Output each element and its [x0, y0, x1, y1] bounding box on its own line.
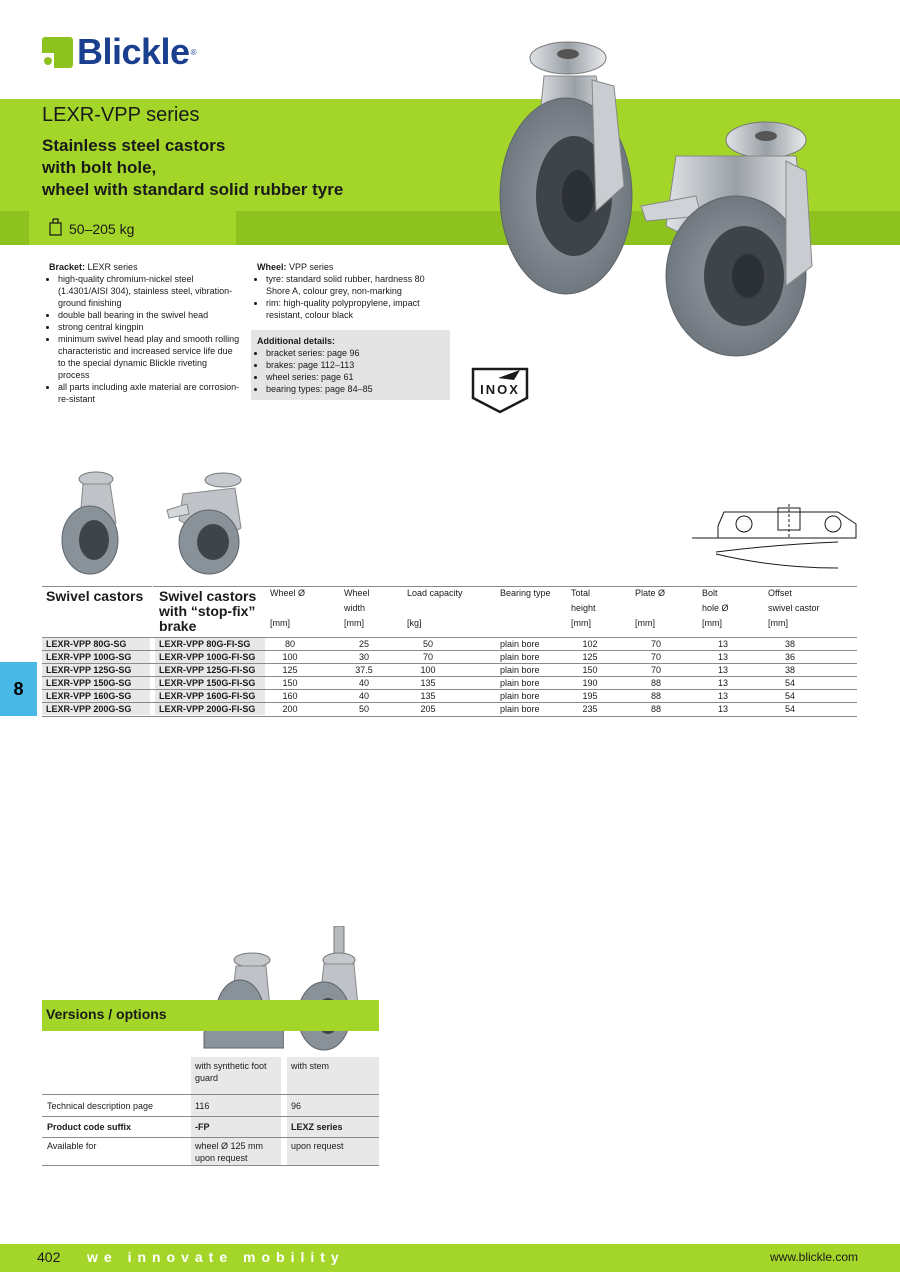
versions-row-value: 96 — [291, 1101, 302, 1111]
table-cell: 36 — [784, 652, 795, 662]
version-stem-label: with stem — [291, 1061, 330, 1071]
swivel-code: LEXR-VPP 150G-SG — [42, 677, 150, 689]
table-cell: 37.5 — [355, 665, 373, 675]
table-cell: 38 — [784, 665, 795, 675]
table-cell: 80 — [284, 639, 295, 649]
col-swivel-castors: Swivel castors — [46, 588, 144, 604]
versions-row-value: 116 — [195, 1101, 210, 1111]
table-cell: 54 — [784, 691, 795, 701]
brake-code: LEXR-VPP 80G-FI-SG — [155, 638, 265, 650]
table-cell: 190 — [582, 678, 598, 688]
brake-castor-thumbnail — [165, 470, 249, 576]
table-cell: 54 — [784, 704, 795, 714]
bracket-description: Bracket: LEXR series • high-quality chromium-nickel steel (1.4301/AISI 304), stainless steel, vibration-ground finishing • double ball bearing in the swivel head • strong central kingpin • minimum swivel head play and smooth rolling characteristic and increased service life due to the special dynamic Blickle riveting process • all parts including axle material are corrosion-re-sistant — [49, 261, 241, 405]
table-cell: 88 — [650, 678, 661, 688]
table-row — [42, 663, 857, 677]
chapter-tab: 8 — [0, 662, 37, 716]
logo-mark-icon — [42, 37, 73, 68]
table-cell: 38 — [784, 639, 795, 649]
table-cell: 125 — [582, 652, 598, 662]
inox-badge — [470, 366, 530, 414]
versions-row-value: wheel Ø 125 mm upon request — [195, 1141, 264, 1163]
slogan: we innovate mobility — [87, 1249, 345, 1265]
versions-row-label: Product code suffix — [47, 1122, 132, 1132]
versions-row-value: upon request — [291, 1141, 344, 1151]
table-cell: 150 — [282, 678, 298, 688]
version-foot-guard-label: with synthetic foot guard — [195, 1061, 267, 1083]
table-row — [42, 676, 857, 690]
col-bolt-hole: Bolt hole Ø [mm] — [702, 588, 729, 628]
table-cell: 100 — [282, 652, 298, 662]
table-cell: 25 — [358, 639, 369, 649]
hero-castor-images — [496, 36, 900, 361]
table-cell: plain bore — [500, 639, 540, 649]
versions-row-value: LEXZ series — [291, 1122, 343, 1132]
versions-row-label: Technical description page — [47, 1101, 154, 1111]
table-cell: 40 — [358, 678, 369, 688]
table-row — [42, 689, 857, 703]
table-cell: 70 — [422, 652, 433, 662]
series-title: LEXR-VPP series — [42, 104, 200, 126]
table-cell: 102 — [582, 639, 598, 649]
table-cell: 70 — [650, 639, 661, 649]
versions-row-value: -FP — [195, 1122, 210, 1132]
brake-code: LEXR-VPP 150G-FI-SG — [155, 677, 265, 689]
table-cell: 13 — [717, 704, 728, 714]
table-cell: plain bore — [500, 678, 540, 688]
brake-code: LEXR-VPP 160G-FI-SG — [155, 690, 265, 702]
table-cell: 135 — [420, 691, 436, 701]
page-number: 402 — [37, 1249, 61, 1265]
table-cell: 13 — [717, 665, 728, 675]
table-cell: 88 — [650, 704, 661, 714]
swivel-castor-thumbnail — [58, 468, 130, 576]
brake-code: LEXR-VPP 200G-FI-SG — [155, 703, 265, 715]
table-cell: 100 — [420, 665, 436, 675]
swivel-code: LEXR-VPP 80G-SG — [42, 638, 150, 650]
inox-label: INOX — [480, 382, 520, 397]
col-bearing-type: Bearing type — [500, 588, 551, 598]
technical-drawing — [688, 504, 860, 570]
brand-name: Blickle — [77, 31, 190, 72]
table-cell: 135 — [420, 678, 436, 688]
table-cell: 125 — [282, 665, 298, 675]
versions-row-label: Available for — [47, 1141, 97, 1151]
table-cell: plain bore — [500, 691, 540, 701]
table-cell: 205 — [420, 704, 436, 714]
table-cell: 13 — [717, 652, 728, 662]
table-cell: 13 — [717, 678, 728, 688]
page-subtitle: Stainless steel castors with bolt hole, wheel with standard solid rubber tyre — [42, 136, 344, 199]
brake-code: LEXR-VPP 100G-FI-SG — [155, 651, 265, 663]
table-cell: 50 — [358, 704, 369, 714]
table-cell: 235 — [582, 704, 598, 714]
stem-castor-image — [294, 926, 364, 1054]
col-plate-diameter: Plate Ø [mm] — [635, 588, 666, 628]
table-cell: 54 — [784, 678, 795, 688]
table-cell: plain bore — [500, 652, 540, 662]
table-cell: plain bore — [500, 665, 540, 675]
col-brake-castors: Swivel castors with “stop-fix” brake — [159, 588, 257, 634]
col-load-capacity: Load capacity [kg] — [407, 588, 463, 628]
table-cell: plain bore — [500, 704, 540, 714]
col-offset: Offset swivel castor [mm] — [768, 588, 820, 628]
registered-mark: ® — [190, 47, 197, 57]
table-cell: 50 — [422, 639, 433, 649]
load-range — [48, 218, 134, 239]
brake-code: LEXR-VPP 125G-FI-SG — [155, 664, 265, 676]
swivel-code: LEXR-VPP 200G-SG — [42, 703, 150, 715]
table-cell: 70 — [650, 665, 661, 675]
table-cell: 30 — [358, 652, 369, 662]
swivel-castor-image — [500, 42, 632, 294]
versions-title: Versions / options — [46, 1006, 167, 1022]
brake-castor-image — [641, 122, 812, 356]
col-wheel-diameter: Wheel Ø [mm] — [270, 588, 306, 628]
table-cell: 40 — [358, 691, 369, 701]
wheel-description: Wheel: VPP series • tyre: standard solid rubber, hardness 80 Shore A, colour grey, non-marking • rim: high-quality polypropylene, impact resistant, colour black — [257, 261, 449, 321]
table-cell: 88 — [650, 691, 661, 701]
table-cell: 200 — [282, 704, 298, 714]
swivel-code: LEXR-VPP 100G-SG — [42, 651, 150, 663]
swivel-code: LEXR-VPP 160G-SG — [42, 690, 150, 702]
swivel-code: LEXR-VPP 125G-SG — [42, 664, 150, 676]
table-cell: 13 — [717, 691, 728, 701]
website-link[interactable]: www.blickle.com — [770, 1250, 859, 1264]
col-total-height: Total height [mm] — [571, 588, 596, 628]
table-row — [42, 650, 857, 664]
table-cell: 160 — [282, 691, 298, 701]
additional-details: Additional details: • bracket series: page 96 • brakes: page 112–113 • wheel series: page 61 • bearing types: page 84–85 — [257, 335, 447, 395]
weight-icon — [48, 218, 63, 239]
brand-logo — [42, 31, 197, 72]
load-range-value: 50–205 kg — [69, 220, 135, 237]
table-cell: 13 — [717, 639, 728, 649]
table-cell: 195 — [582, 691, 598, 701]
table-row — [42, 637, 857, 651]
col-wheel-width: Wheel width [mm] — [344, 588, 370, 628]
table-cell: 150 — [582, 665, 598, 675]
table-cell: 70 — [650, 652, 661, 662]
table-row — [42, 702, 857, 716]
